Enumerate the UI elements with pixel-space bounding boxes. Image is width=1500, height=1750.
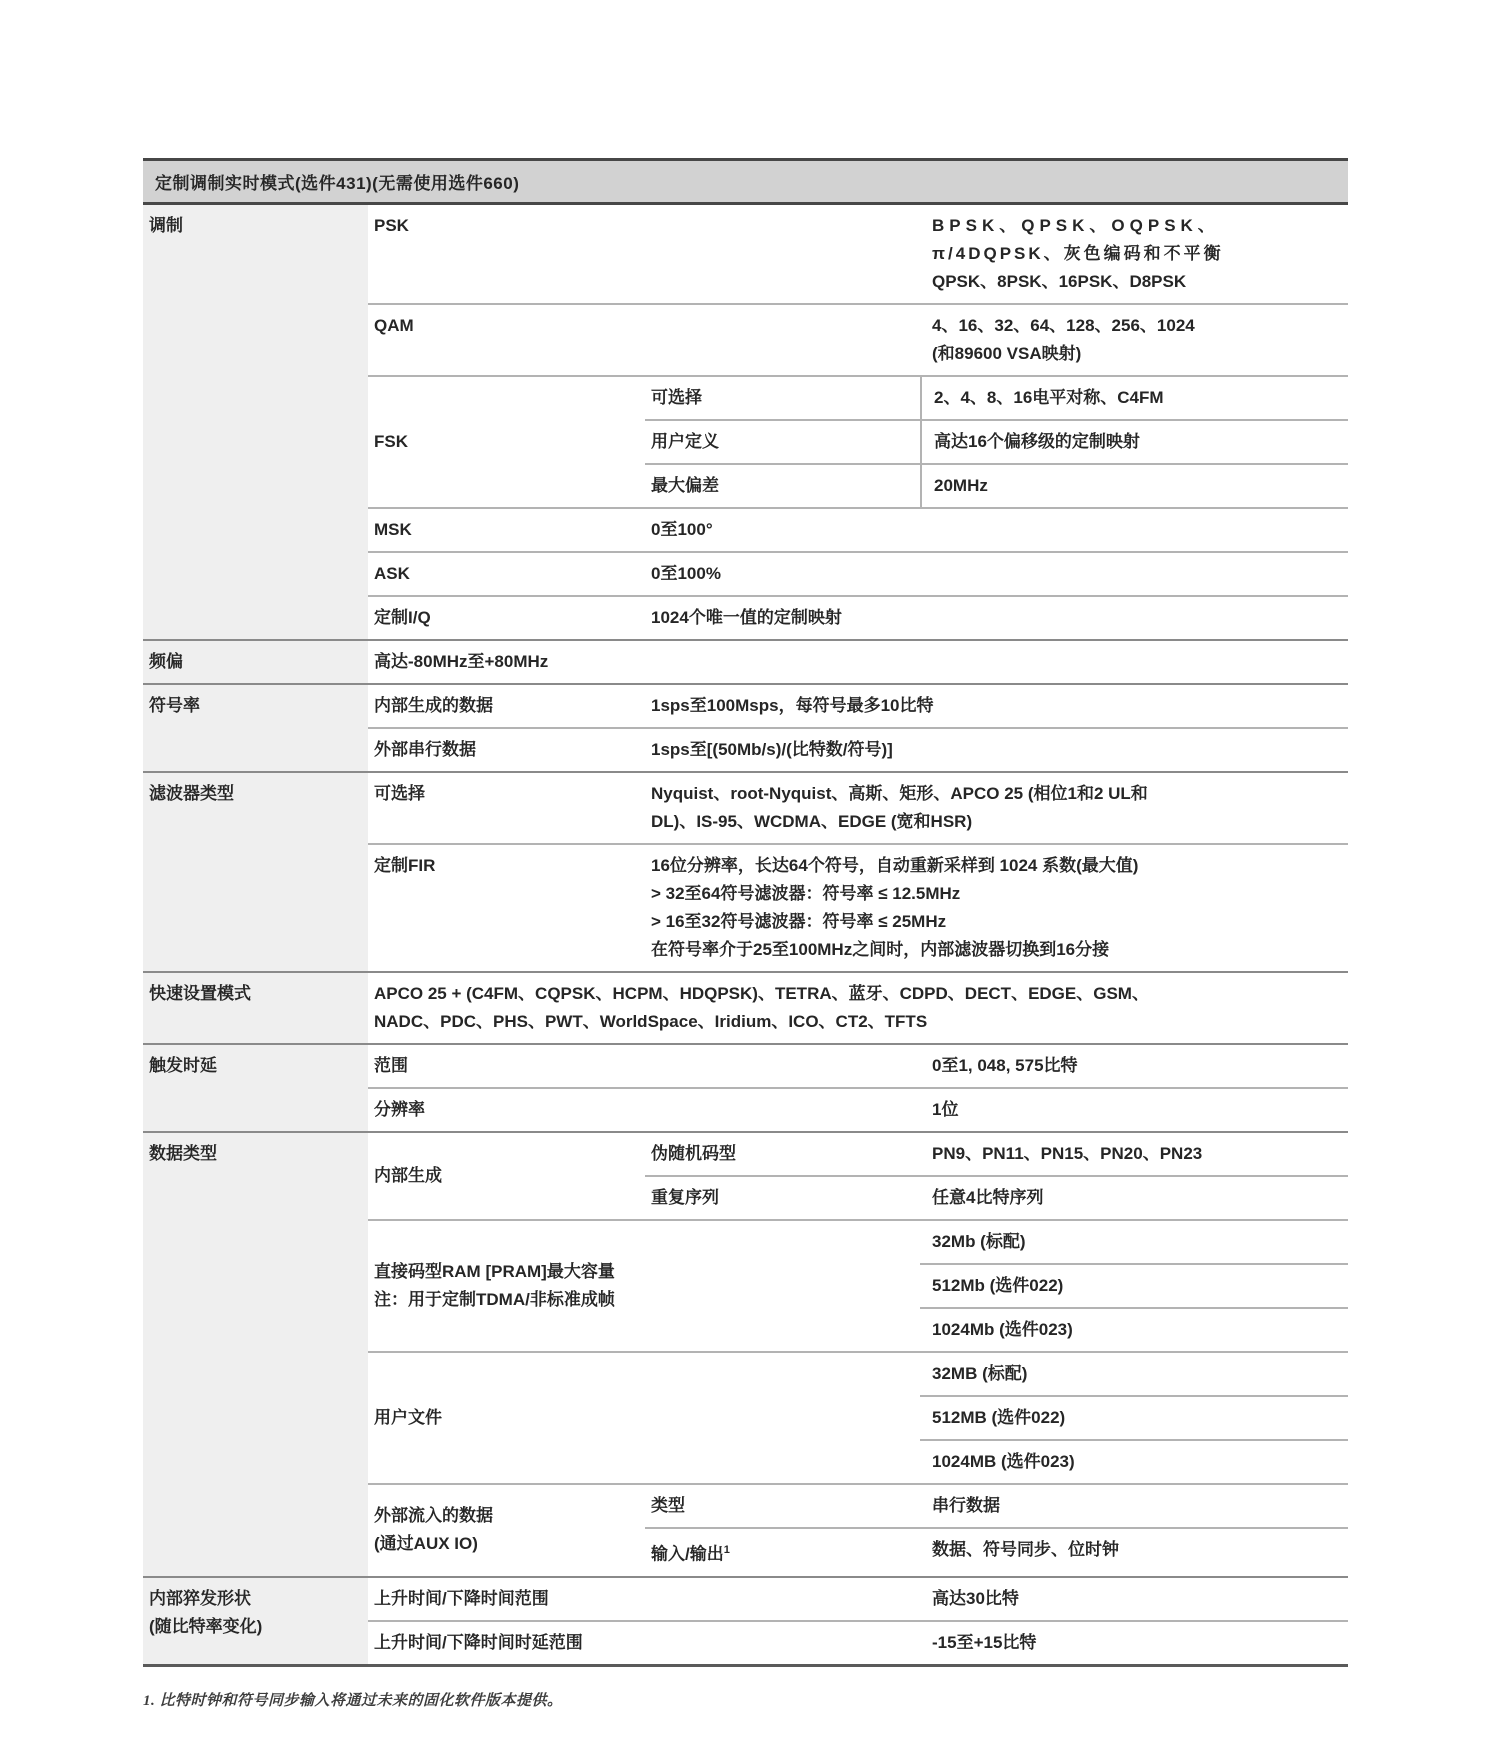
symbol-rate-external-label: 外部串行数据 bbox=[374, 740, 476, 759]
section-label-modulation: 调制 bbox=[143, 205, 368, 639]
section-filter-type bbox=[143, 773, 1348, 973]
fsk-user-defined-value: 高达16个偏移级的定制映射 bbox=[920, 421, 1348, 463]
subrow-user-file-022 bbox=[920, 1395, 1348, 1439]
symbol-rate-internal-value: 1sps至100Msps，每符号最多10比特 bbox=[651, 696, 934, 715]
footnote: 1. 比特时钟和符号同步输入将通过未来的固化软件版本提供。 bbox=[143, 1692, 563, 1709]
section-label-freq-offset: 频偏 bbox=[143, 641, 368, 683]
subrow-prbs bbox=[645, 1133, 1348, 1175]
section-trigger-delay bbox=[143, 1045, 1348, 1133]
psk-value-line-3: QPSK、8PSK、16PSK、D8PSK bbox=[932, 272, 1187, 291]
user-file-option-023: 1024MB (选件023) bbox=[932, 1452, 1075, 1471]
subrow-pram-023 bbox=[920, 1307, 1348, 1351]
section-label-trigger-delay: 触发时延 bbox=[143, 1045, 368, 1131]
trigger-range-label: 范围 bbox=[374, 1056, 408, 1075]
spec-value-msk: 0至100° bbox=[651, 520, 713, 539]
trigger-resolution-value: 1位 bbox=[932, 1100, 959, 1119]
prbs-value: PN9、PN11、PN15、PN20、PN23 bbox=[932, 1144, 1203, 1163]
trigger-range-value: 0至1, 048, 575比特 bbox=[932, 1056, 1078, 1075]
footnote-marker: 1 bbox=[723, 1544, 730, 1556]
qam-value-line-2: (和89600 VSA映射) bbox=[932, 344, 1082, 363]
repeating-value: 任意4比特序列 bbox=[932, 1188, 1044, 1207]
spec-table bbox=[143, 158, 1348, 1667]
symbol-rate-internal-label: 内部生成的数据 bbox=[374, 696, 493, 715]
fsk-max-deviation-value: 20MHz bbox=[920, 465, 1348, 507]
row-pram bbox=[368, 1219, 1348, 1351]
subrow-repeating bbox=[645, 1175, 1348, 1219]
row-internal-generated bbox=[368, 1133, 1348, 1219]
section-quick-setup bbox=[143, 973, 1348, 1045]
burst-shape-label-line-1: 内部猝发形状 bbox=[149, 1588, 251, 1608]
streamed-data-label bbox=[368, 1485, 645, 1576]
subrow-fsk-user-defined bbox=[645, 419, 1348, 463]
subrow-streamed-io bbox=[645, 1527, 1348, 1576]
spec-label-ask: ASK bbox=[374, 564, 410, 583]
row-rise-fall-range bbox=[368, 1578, 1348, 1620]
fsk-max-deviation-label: 最大偏差 bbox=[651, 476, 719, 495]
repeating-label: 重复序列 bbox=[651, 1188, 719, 1207]
custom-fir-line-2: > 32至64符号滤波器：符号率 ≤ 12.5MHz bbox=[651, 884, 961, 903]
user-file-option-standard: 32MB (标配) bbox=[932, 1364, 1028, 1383]
user-file-option-022: 512MB (选件022) bbox=[932, 1408, 1066, 1427]
row-freq-offset bbox=[368, 641, 1348, 683]
filter-selectable-line-2: DL)、IS-95、WCDMA、EDGE (宽和HSR) bbox=[651, 812, 973, 831]
spec-value-psk bbox=[920, 205, 1348, 303]
section-label-burst-shape bbox=[143, 1578, 368, 1664]
streamed-data-label-line-2: (通过AUX IO) bbox=[374, 1534, 478, 1554]
streamed-io-value: 数据、符号同步、位时钟 bbox=[932, 1540, 1119, 1559]
spec-label-msk: MSK bbox=[374, 520, 412, 539]
subrow-pram-std bbox=[920, 1221, 1348, 1263]
spec-value-freq-offset: 高达-80MHz至+80MHz bbox=[374, 652, 549, 671]
pram-label bbox=[368, 1221, 920, 1351]
pram-option-standard: 32Mb (标配) bbox=[932, 1232, 1026, 1251]
custom-fir-value bbox=[645, 845, 1348, 971]
row-custom-iq bbox=[368, 595, 1348, 639]
fsk-selectable-value: 2、4、8、16电平对称、C4FM bbox=[920, 377, 1348, 419]
burst-shape-label-line-2: (随比特率变化) bbox=[149, 1616, 263, 1636]
section-label-data-types: 数据类型 bbox=[143, 1133, 368, 1576]
fsk-user-defined-label: 用户定义 bbox=[651, 432, 719, 451]
spec-value-custom-iq: 1024个唯一值的定制映射 bbox=[651, 608, 842, 627]
spec-value-ask: 0至100% bbox=[651, 564, 721, 583]
section-modulation bbox=[143, 205, 1348, 641]
section-data-types bbox=[143, 1133, 1348, 1578]
quick-setup-line-2: NADC、PDC、PHS、PWT、WorldSpace、Iridium、ICO、CT2、TFTS bbox=[374, 1012, 928, 1031]
row-msk bbox=[368, 507, 1348, 551]
row-fsk bbox=[368, 375, 1348, 507]
spec-label-psk: PSK bbox=[374, 216, 409, 235]
filter-selectable-label: 可选择 bbox=[374, 784, 425, 803]
row-user-file bbox=[368, 1351, 1348, 1483]
streamed-io-label: 输入/输出$^1$ bbox=[651, 1544, 730, 1564]
pram-label-line-1: 直接码型RAM [PRAM]最大容量 bbox=[374, 1262, 615, 1281]
subrow-streamed-type bbox=[645, 1485, 1348, 1527]
custom-fir-line-3: > 16至32符号滤波器：符号率 ≤ 25MHz bbox=[651, 912, 947, 931]
custom-fir-label: 定制FIR bbox=[374, 856, 436, 875]
subrow-pram-022 bbox=[920, 1263, 1348, 1307]
filter-selectable-line-1: Nyquist、root-Nyquist、高斯、矩形、APCO 25 (相位1和2 UL和 bbox=[651, 784, 1148, 803]
row-symbol-rate-internal bbox=[368, 685, 1348, 727]
subrow-fsk-selectable bbox=[645, 377, 1348, 419]
pram-option-022: 512Mb (选件022) bbox=[932, 1276, 1064, 1295]
section-freq-offset bbox=[143, 641, 1348, 685]
pram-label-line-2: 注：用于定制TDMA/非标准成帧 bbox=[374, 1290, 615, 1309]
row-ask bbox=[368, 551, 1348, 595]
pram-option-023: 1024Mb (选件023) bbox=[932, 1320, 1073, 1339]
row-psk bbox=[368, 205, 1348, 303]
subrow-user-file-std bbox=[920, 1353, 1348, 1395]
rise-fall-delay-label: 上升时间/下降时间时延范围 bbox=[374, 1632, 583, 1652]
quick-setup-line-1: APCO 25 + (C4FM、CQPSK、HCPM、HDQPSK)、TETRA、蓝牙、CDPD、DECT、EDGE、GSM、 bbox=[374, 984, 1149, 1003]
rise-fall-range-label: 上升时间/下降时间范围 bbox=[374, 1588, 549, 1608]
row-qam bbox=[368, 303, 1348, 375]
table-title: 定制调制实时模式(选件431)(无需使用选件660) bbox=[155, 174, 520, 193]
prbs-label: 伪随机码型 bbox=[651, 1144, 736, 1163]
spec-value-qam bbox=[920, 305, 1348, 375]
psk-value-line-1: BPSK、QPSK、OQPSK、 bbox=[932, 216, 1220, 235]
symbol-rate-external-value: 1sps至[(50Mb/s)/(比特数/符号)] bbox=[651, 740, 893, 759]
row-quick-setup bbox=[368, 973, 1348, 1043]
streamed-type-value: 串行数据 bbox=[932, 1496, 1000, 1515]
rise-fall-range-value: 高达30比特 bbox=[932, 1588, 1019, 1608]
streamed-data-label-line-1: 外部流入的数据 bbox=[374, 1506, 493, 1526]
qam-value-line-1: 4、16、32、64、128、256、1024 bbox=[932, 316, 1195, 335]
trigger-resolution-label: 分辨率 bbox=[374, 1100, 425, 1119]
section-label-symbol-rate: 符号率 bbox=[143, 685, 368, 771]
filter-selectable-value bbox=[645, 773, 1348, 843]
spec-label-custom-iq: 定制I/Q bbox=[374, 608, 431, 627]
spec-label-qam: QAM bbox=[374, 316, 414, 335]
psk-value-line-2: π/4DQPSK、灰色编码和不平衡 bbox=[932, 244, 1224, 263]
row-streamed-data bbox=[368, 1483, 1348, 1576]
rise-fall-delay-value: -15至+15比特 bbox=[932, 1632, 1037, 1652]
row-trigger-resolution bbox=[368, 1087, 1348, 1131]
user-file-label: 用户文件 bbox=[374, 1408, 442, 1427]
custom-fir-line-4: 在符号率介于25至100MHz之间时，内部滤波器切换到16分接 bbox=[651, 940, 1110, 959]
section-label-filter-type: 滤波器类型 bbox=[143, 773, 368, 971]
section-burst-shape bbox=[143, 1578, 1348, 1667]
row-rise-fall-delay bbox=[368, 1620, 1348, 1664]
custom-fir-line-1: 16位分辨率，长达64个符号，自动重新采样到 1024 系数(最大值) bbox=[651, 856, 1139, 875]
subrow-fsk-max-deviation bbox=[645, 463, 1348, 507]
row-custom-fir bbox=[368, 843, 1348, 971]
row-filter-selectable bbox=[368, 773, 1348, 843]
internal-generated-label: 内部生成 bbox=[374, 1166, 442, 1185]
streamed-type-label: 类型 bbox=[651, 1496, 685, 1515]
subrow-user-file-023 bbox=[920, 1439, 1348, 1483]
row-symbol-rate-external bbox=[368, 727, 1348, 771]
section-symbol-rate bbox=[143, 685, 1348, 773]
spec-label-fsk: FSK bbox=[374, 432, 408, 451]
table-header bbox=[143, 161, 1348, 205]
section-label-quick-setup: 快速设置模式 bbox=[143, 973, 368, 1043]
fsk-selectable-label: 可选择 bbox=[651, 388, 702, 407]
row-trigger-range bbox=[368, 1045, 1348, 1087]
quick-setup-value bbox=[368, 973, 1348, 1043]
